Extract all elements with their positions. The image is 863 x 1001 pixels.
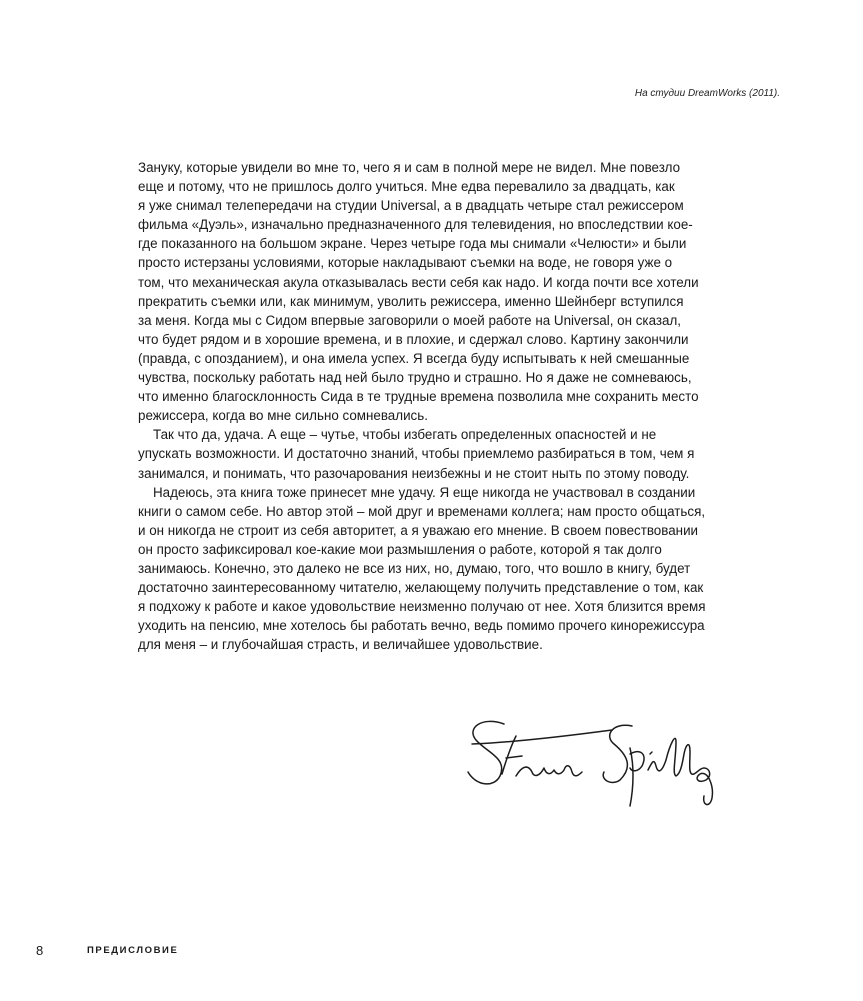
text-line: занимался, и понимать, что разочарования неизбежны и не стоит ныть по этому поводу. (138, 465, 690, 481)
text-line: достаточно заинтересованному читателю, желающему получить представление о том, как (138, 580, 704, 596)
text-line: том, что механическая акула отказывалась вести себя как надо. И когда почти все хотели (138, 274, 699, 290)
text-line: занимаюсь. Конечно, это далеко не все из них, но, думаю, того, что вошло в книгу, будет (138, 560, 691, 576)
text-line: я уже снимал телепередачи на студии Universal, а в двадцать четыре стал режиссером (138, 198, 684, 214)
text-line: где показанного на большом экране. Через четыре года мы снимали «Челюсти» и были (138, 236, 687, 252)
paragraph (138, 425, 738, 482)
text-line: для меня – и глубочайшая страсть, и величайшее удовольствие. (138, 637, 543, 653)
text-line: чувства, поскольку работать над ней было трудно и страшно. Но я даже не сомневаюсь, (138, 370, 692, 386)
page-number: 8 (36, 943, 44, 958)
text-line: книги о самом себе. Но автор этой – мой друг и временами коллега; нам просто общаться, (138, 503, 706, 519)
signature-image (462, 714, 722, 814)
paragraph (138, 158, 738, 425)
text-line: режиссера, когда во мне сильно сомневались. (138, 408, 428, 424)
text-line: и он никогда не строит из себя авторитет, а я уважаю его мнение. В своем повествовании (138, 522, 699, 538)
paragraph (138, 483, 738, 655)
text-line: уходить на пенсию, мне хотелось бы работать вечно, ведь помимо прочего кинорежиссура (138, 618, 705, 634)
text-line: Так что да, удача. А еще – чутье, чтобы избегать определенных опасностей и не (153, 427, 657, 443)
text-line: прекратить съемки или, как минимум, уволить режиссера, именно Шейнберг вступился (138, 293, 684, 309)
body-text (138, 158, 738, 654)
text-line: фильма «Дуэль», изначально предназначенного для телевидения, но впоследствии кое- (138, 217, 693, 233)
text-line: он просто зафиксировал кое-какие мои размышления о работе, которой я так долго (138, 541, 662, 557)
section-name: ПРЕДИСЛОВИЕ (87, 945, 179, 956)
text-line: упускать возможности. И достаточно знаний, чтобы приемлемо разбираться в том, чем я (138, 446, 695, 462)
text-line: за меня. Когда мы с Сидом впервые заговорили о моей работе на Universal, он сказал, (138, 312, 681, 328)
text-line: Надеюсь, эта книга тоже принесет мне удачу. Я еще никогда не участвовал в создании (153, 484, 696, 500)
text-line: Зануку, которые увидели во мне то, чего я и сам в полной мере не видел. Мне повезло (138, 160, 681, 175)
text-line: я подхожу к работе и какое удовольствие неизменно получаю от нее. Хотя близится время (138, 599, 706, 615)
text-line: что именно благосклонность Сида в те трудные времена позволила мне сохранить место (138, 389, 699, 405)
text-line: просто истерзаны условиями, которые накладывают съемки на воде, не говоря уже о (138, 255, 673, 271)
text-line: еще и потому, что не пришлось долго учиться. Мне едва перевалило за двадцать, как (138, 179, 675, 195)
text-line: что будет рядом и в хорошие времена, и в плохие, и сдержал слово. Картину закончили (138, 331, 689, 347)
photo-caption: На студии DreamWorks (2011). (634, 88, 780, 99)
text-line: (правда, с опозданием), и она имела успех. Я всегда буду испытывать к ней смешанные (138, 350, 690, 366)
